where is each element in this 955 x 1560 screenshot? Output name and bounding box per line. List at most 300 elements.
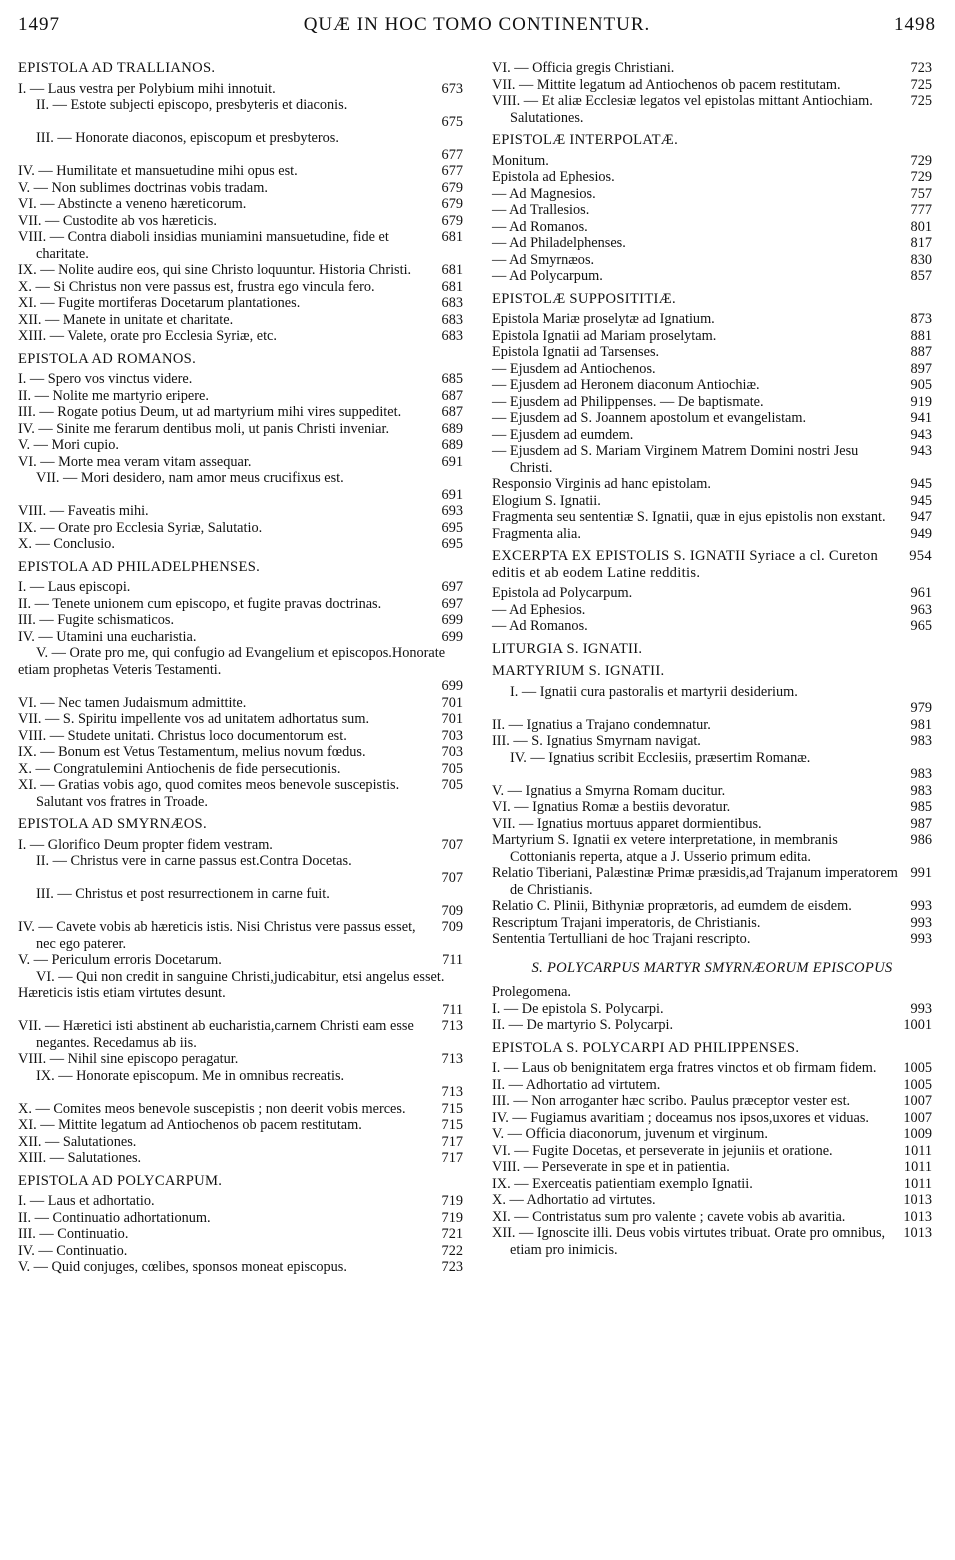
toc-entry [492, 219, 932, 236]
page-reference: 717 [441, 1133, 463, 1150]
page-reference: 881 [910, 327, 932, 344]
toc-entry [18, 1259, 463, 1276]
section-heading: S. POLYCARPUS MARTYR SMYRNÆORUM EPISCOPUS [531, 959, 893, 976]
toc-entry-title: IV. — Ignatius scribit Ecclesiis, præsertim Romanæ. [510, 749, 811, 766]
toc-entry [18, 919, 463, 952]
section-heading: LITURGIA S. IGNATII. [492, 640, 643, 657]
toc-entry-title: IX. — Orate pro Ecclesia Syriæ, Salutatio. [18, 519, 263, 536]
toc-entry [18, 1150, 463, 1167]
toc-entry-title: — Ejusdem ad Antiochenos. [492, 360, 656, 377]
toc-entry-title: X. — Si Christus non vere passus est, frustra ego vincula fero. [18, 278, 375, 295]
page-reference: 983 [910, 782, 932, 799]
page-reference: 857 [910, 268, 932, 284]
page-reference: 947 [910, 509, 932, 525]
toc-entry-title: III. — S. Ignatius Smyrnam navigat. [492, 733, 701, 749]
toc-entry [492, 816, 932, 833]
page-reference: 919 [910, 393, 932, 410]
section-heading-text: EXCERPTA EX EPISTOLIS S. IGNATII Syriace a cl. Cureton editis et ab eodem Latine redditis. [492, 548, 879, 581]
toc-entry [18, 969, 463, 1019]
toc-entry [18, 761, 463, 778]
page-reference: 1011 [903, 1175, 932, 1192]
page-reference: 699 [441, 628, 463, 645]
toc-entry-title: Fragmenta alia. [492, 525, 581, 542]
toc-entry-title: IV. — Utamini una eucharistia. [18, 628, 197, 645]
page-reference: 1007 [903, 1109, 932, 1126]
page-reference: 801 [910, 218, 932, 235]
toc-entry-title: — Ad Philadelphenses. [492, 235, 626, 251]
page-reference: 679 [441, 212, 463, 229]
page-reference: 729 [910, 152, 932, 169]
toc-entry [492, 783, 932, 800]
toc-entry-title: Epistola Ignatii ad Mariam proselytam. [492, 327, 717, 344]
toc-entry [18, 328, 463, 345]
page-reference: 683 [441, 295, 463, 311]
toc-entry-title: I. — Ignatii cura pastoralis et martyrii desiderium. [510, 683, 798, 700]
toc-entry-title: VII. — Mori desidero, nam amor meus crucifixus est. [36, 470, 344, 486]
toc-entry [492, 493, 932, 510]
toc-entry [18, 596, 463, 613]
toc-entry [492, 1176, 932, 1193]
toc-entry-title: VIII. — Perseverate in spe et in patientia. [492, 1159, 730, 1175]
toc-entry [18, 1210, 463, 1227]
page-reference: 721 [441, 1226, 463, 1242]
toc-entry [18, 312, 463, 329]
toc-entry-title: IV. — Cavete vobis ab hæreticis istis. Nisi Christus vere passus esset, nec ego paterer. [18, 919, 416, 952]
page-reference: 993 [910, 1000, 932, 1017]
toc-entry [492, 394, 932, 411]
page-reference: 993 [910, 914, 932, 931]
toc-entry-title: II. — Christus vere in carne passus est.Contra Docetas. [36, 853, 352, 869]
toc-entry [492, 717, 932, 734]
toc-entry-title: — Ad Trallesios. [492, 202, 590, 218]
page-reference: 993 [910, 931, 932, 947]
page-reference: 691 [441, 486, 463, 503]
toc-entry [18, 371, 463, 388]
toc-entry [492, 509, 932, 526]
toc-entry-title: V. — Non sublimes doctrinas vobis tradam. [18, 179, 268, 196]
toc-entry-title: XI. — Fugite mortiferas Docetarum plantationes. [18, 295, 301, 311]
toc-entry [18, 536, 463, 553]
toc-entry-title: VI. — Ignatius Romæ a bestiis devoratur. [492, 799, 731, 815]
page-reference: 905 [910, 377, 932, 393]
toc-entry-title: X. — Adhortatio ad virtutes. [492, 1192, 656, 1208]
toc-entry-title: I. — Glorifico Deum propter fidem vestram. [18, 836, 273, 853]
toc-entry-title: VII. — Mittite legatum ad Antiochenos ob pacem restitutam. [492, 76, 841, 93]
page-reference: 695 [441, 536, 463, 552]
toc-entry-title: Epistola Mariæ proselytæ ad Ignatium. [492, 311, 715, 327]
toc-entry-title: IX. — Nolite audire eos, qui sine Christo loquuntur. Historia Christi. [18, 262, 412, 278]
toc-entry-title: XII. — Manete in unitate et charitate. [18, 311, 234, 328]
page-reference: 719 [441, 1193, 463, 1209]
page-reference: 887 [910, 344, 932, 360]
toc-entry-title: I. — Laus episcopi. [18, 579, 131, 595]
page-reference: 703 [441, 744, 463, 760]
toc-entry [492, 377, 932, 394]
page-reference: 949 [910, 525, 932, 542]
page-reference: 693 [441, 503, 463, 519]
page-reference: 1013 [903, 1225, 932, 1241]
page-header [18, 14, 936, 44]
page-reference: 713 [441, 1084, 463, 1100]
toc-entry-title: I. — De epistola S. Polycarpi. [492, 1000, 664, 1017]
toc-entry-title: Martyrium S. Ignatii ex vetere interpretatione, in membranis Cottonianis reperta, atque a J. Usserio primum edita. [492, 832, 838, 865]
page-reference: 673 [441, 80, 463, 97]
page-reference: 677 [441, 163, 463, 179]
toc-entry-title: — Ad Magnesios. [492, 185, 596, 202]
toc-entry-title: III. — Rogate potius Deum, ut ad martyrium mihi vires suppeditet. [18, 404, 402, 420]
toc-entry [18, 711, 463, 728]
toc-entry-title: X. — Comites meos benevole suscepistis ; non deerit vobis merces. [18, 1100, 406, 1117]
page-reference: 1013 [903, 1192, 932, 1208]
toc-entry [492, 750, 932, 783]
toc-entry [18, 404, 463, 421]
toc-entry [492, 931, 932, 948]
page-reference: 685 [441, 371, 463, 387]
toc-entry-title: VII. — Custodite ab vos hæreticis. [18, 212, 217, 229]
page-reference: 701 [441, 694, 463, 711]
toc-entry-title: IX. — Honorate episcopum. Me in omnibus recreatis. [36, 1067, 345, 1084]
toc-entry [18, 1134, 463, 1151]
toc-entry-title: XIII. — Salutationes. [18, 1150, 142, 1166]
section-heading [492, 548, 932, 581]
page-reference: 979 [910, 700, 932, 716]
toc-entry [18, 886, 463, 919]
toc-entry-title: V. — Orate pro me, qui confugio ad Evangelium et episcopos.Honorate etiam prophetas Veteris Testamenti. [18, 645, 446, 678]
toc-entry [18, 1068, 463, 1101]
toc-entry-title: — Ad Romanos. [492, 618, 588, 634]
page-reference: 699 [441, 612, 463, 628]
toc-entry [492, 1017, 932, 1034]
page-reference: 689 [441, 437, 463, 453]
toc-entry [18, 196, 463, 213]
section-heading: EPISTOLA AD ROMANOS. [18, 350, 197, 367]
toc-entry [492, 235, 932, 252]
toc-entry [492, 865, 932, 898]
toc-entry-title: VI. — Morte mea veram vitam assequar. [18, 453, 252, 470]
page-reference: 719 [441, 1209, 463, 1226]
toc-entry [18, 180, 463, 197]
toc-entry-title: VI. — Officia gregis Christiani. [492, 60, 675, 76]
toc-entry-title: VIII. — Faveatis mihi. [18, 503, 149, 519]
toc-entry [18, 695, 463, 712]
toc-entry [492, 328, 932, 345]
toc-entry-title: Sententia Tertulliani de hoc Trajani rescripto. [492, 931, 751, 947]
page-reference: 722 [441, 1242, 463, 1259]
page-reference: 945 [910, 492, 932, 509]
toc-entry [492, 252, 932, 269]
toc-entry [18, 503, 463, 520]
page-reference: 725 [910, 93, 932, 109]
page-reference: 683 [441, 328, 463, 344]
toc-entry-title: II. — De martyrio S. Polycarpi. [492, 1017, 674, 1033]
toc-entry-title: Epistola Ignatii ad Tarsenses. [492, 344, 660, 360]
section-heading: EPISTOLA S. POLYCARPI AD PHILIPPENSES. [492, 1039, 800, 1056]
page-reference: 681 [441, 229, 463, 245]
page-reference: 1011 [903, 1159, 932, 1175]
toc-entry-title: X. — Conclusio. [18, 536, 115, 552]
left-column [18, 60, 463, 1276]
toc-entry-title: Relatio C. Plinii, Bithyniæ proprætoris, ad eumdem de eisdem. [492, 898, 852, 914]
toc-entry-title: VIII. — Nihil sine episcopo peragatur. [18, 1051, 239, 1067]
toc-entry-title: III. — Christus et post resurrectionem in carne fuit. [36, 886, 330, 902]
page-reference: 697 [441, 579, 463, 595]
page-reference: 679 [441, 196, 463, 212]
toc-entry-title: VIII. — Et aliæ Ecclesiæ legatos vel epistolas mittant Antiochiam. Salutationes. [492, 93, 873, 126]
page-reference: 713 [441, 1018, 463, 1034]
page-reference: 777 [910, 202, 932, 218]
toc-entry-title: V. — Periculum erroris Docetarum. [18, 952, 222, 968]
toc-entry-title: VI. — Abstincte a veneno hæreticorum. [18, 196, 247, 212]
page-reference: 983 [910, 733, 932, 749]
toc-entry-title: IV. — Fugiamus avaritiam ; doceamus nos ipsos,uxores et viduas. [492, 1109, 869, 1126]
page-reference: 709 [441, 919, 463, 935]
toc-entry-title: — Ejusdem ad S. Joannem apostolum et evangelistam. [492, 410, 807, 426]
page-reference: 715 [441, 1100, 463, 1117]
page-reference: 963 [910, 601, 932, 618]
page-reference: 715 [441, 1117, 463, 1133]
toc-entry [492, 684, 932, 717]
toc-entry-title: XI. — Gratias vobis ago, quod comites meos benevole suscepistis. Salutant vos fratres in Troade. [18, 777, 400, 810]
toc-entry [492, 1126, 932, 1143]
page-reference: 707 [441, 836, 463, 853]
page-reference: 991 [910, 865, 932, 881]
toc-entry-title: Monitum. [492, 152, 549, 169]
toc-entry [18, 213, 463, 230]
toc-entry [492, 361, 932, 378]
toc-entry [492, 443, 932, 476]
toc-entry-title: IV. — Continuatio. [18, 1242, 128, 1259]
toc-entry [492, 1192, 932, 1209]
toc-entry [18, 1018, 463, 1051]
section-heading: EPISTOLA AD PHILADELPHENSES. [18, 558, 261, 575]
toc-entry [492, 1225, 932, 1258]
toc-entry [492, 1060, 932, 1077]
toc-entry-title: III. — Non arroganter hæc scribo. Paulus præceptor vester est. [492, 1093, 851, 1109]
toc-entry-title: Epistola ad Ephesios. [492, 169, 615, 185]
page-reference: 679 [441, 179, 463, 196]
page-reference: 675 [441, 113, 463, 130]
toc-entry [18, 1117, 463, 1134]
toc-entry [18, 1051, 463, 1068]
toc-entry [492, 799, 932, 816]
page-number-right: 1498 [894, 14, 936, 35]
page-reference: 723 [910, 60, 932, 76]
page-reference: 681 [441, 262, 463, 278]
page-reference: 701 [441, 711, 463, 727]
toc-entry [18, 229, 463, 262]
toc-entry [492, 1209, 932, 1226]
toc-entry-title: I. — Laus et adhortatio. [18, 1193, 155, 1209]
page-reference: 705 [441, 777, 463, 793]
toc-entry-title: V. — Quid conjuges, cœlibes, sponsos moneat episcopus. [18, 1259, 347, 1275]
page-reference: 709 [441, 902, 463, 919]
page-reference: 945 [910, 476, 932, 492]
toc-entry [492, 1159, 932, 1176]
toc-entry [18, 645, 463, 695]
toc-entry [492, 1001, 932, 1018]
toc-entry [18, 262, 463, 279]
toc-entry-title: Relatio Tiberiani, Palæstinæ Primæ præsidis,ad Trajanum imperatorem de Christianis. [492, 865, 898, 898]
toc-entry-title: XI. — Contristatus sum pro valente ; cavete vobis ab avaritia. [492, 1208, 846, 1225]
toc-entry [492, 984, 932, 1001]
toc-entry-title: I. — Laus vestra per Polybium mihi innotuit. [18, 80, 276, 97]
toc-entry [18, 952, 463, 969]
page-reference: 943 [910, 443, 932, 459]
toc-entry-title: — Ad Polycarpum. [492, 268, 603, 284]
toc-entry-title: II. — Continuatio adhortationum. [18, 1209, 211, 1226]
toc-entry-title: III. — Honorate diaconos, episcopum et presbyteros. [36, 130, 339, 146]
section-heading: EPISTOLÆ SUPPOSITITIÆ. [492, 290, 676, 307]
page-reference: 681 [441, 278, 463, 295]
toc-entry [492, 733, 932, 750]
toc-entry-title: II. — Tenete unionem cum episcopo, et fugite pravas doctrinas. [18, 595, 382, 612]
toc-entry [492, 526, 932, 543]
toc-entry [492, 602, 932, 619]
page-reference: 1007 [903, 1093, 932, 1109]
toc-entry-title: — Ejusdem ad Heronem diaconum Antiochiæ. [492, 377, 760, 393]
page-reference: 723 [441, 1259, 463, 1275]
page-reference: 830 [910, 251, 932, 268]
toc-entry-title: Responsio Virginis ad hanc epistolam. [492, 476, 712, 492]
page-reference: 961 [910, 585, 932, 601]
page-reference: 981 [910, 716, 932, 733]
toc-entry [18, 163, 463, 180]
toc-entry [18, 97, 463, 130]
toc-entry-title: I. — Spero vos vinctus videre. [18, 371, 193, 387]
toc-entry [18, 388, 463, 405]
toc-entry [18, 295, 463, 312]
page-reference: 987 [910, 815, 932, 832]
page-reference: 1011 [903, 1142, 932, 1159]
page-reference: 993 [910, 898, 932, 914]
toc-entry [18, 279, 463, 296]
toc-entry [492, 427, 932, 444]
toc-entry [18, 1101, 463, 1118]
section-heading: MARTYRIUM S. IGNATII. [492, 663, 665, 679]
page-reference: 757 [910, 185, 932, 202]
toc-entry-title: V. — Ignatius a Smyrna Romam ducitur. [492, 782, 726, 799]
page-reference: 965 [910, 618, 932, 634]
page-reference: 697 [441, 595, 463, 612]
toc-entry-title: XIII. — Valete, orate pro Ecclesia Syriæ, etc. [18, 328, 277, 344]
page-reference: 691 [441, 453, 463, 470]
page-reference: 687 [441, 404, 463, 420]
toc-entry-title: VIII. — Studete unitati. Christus loco documentorum est. [18, 727, 347, 744]
page-reference: 703 [441, 727, 463, 744]
toc-entry [492, 153, 932, 170]
toc-entry [18, 629, 463, 646]
toc-entry-title: Epistola ad Polycarpum. [492, 585, 633, 601]
page-number-left: 1497 [18, 14, 60, 35]
right-column [492, 60, 932, 1258]
toc-entry-title: XII. — Salutationes. [18, 1133, 137, 1150]
toc-entry-title: VII. — Ignatius mortuus apparet dormientibus. [492, 815, 762, 832]
toc-entry [492, 1143, 932, 1160]
section-heading: EPISTOLA AD SMYRNÆOS. [18, 816, 207, 832]
toc-entry [492, 1093, 932, 1110]
toc-entry [492, 476, 932, 493]
page-reference: 985 [910, 799, 932, 815]
toc-entry [492, 268, 932, 285]
toc-entry-title: — Ejusdem ad eumdem. [492, 426, 634, 443]
toc-entry [18, 744, 463, 761]
toc-entry-title: Prolegomena. [492, 984, 572, 1000]
toc-entry-title: Rescriptum Trajani imperatoris, de Christianis. [492, 914, 761, 931]
toc-entry-title: I. — Laus ob benignitatem erga fratres vinctos et ob firmam fidem. [492, 1060, 877, 1076]
toc-entry [492, 410, 932, 427]
toc-entry [18, 1193, 463, 1210]
toc-entry [492, 311, 932, 328]
toc-entry-title: VII. — Hæretici isti abstinent ab eucharistia,carnem Christi eam esse negantes. Recedamus ab iis. [18, 1018, 414, 1051]
page-reference: 1005 [903, 1060, 932, 1076]
toc-entry [18, 777, 463, 810]
toc-entry-title: IV. — Sinite me ferarum dentibus moli, ut panis Christi inveniar. [18, 420, 390, 437]
toc-entry [18, 454, 463, 471]
toc-entry [492, 202, 932, 219]
page-reference: 695 [441, 519, 463, 536]
toc-entry [18, 81, 463, 98]
toc-entry [492, 1110, 932, 1127]
toc-entry-title: — Ejusdem ad S. Mariam Virginem Matrem Domini nostri Jesu Christi. [492, 443, 859, 476]
toc-entry [492, 618, 932, 635]
page-reference: 1013 [903, 1208, 932, 1225]
section-heading: EPISTOLÆ INTERPOLATÆ. [492, 132, 679, 148]
toc-entry-title: IX. — Bonum est Vetus Testamentum, melius novum fœdus. [18, 744, 366, 760]
toc-entry-title: — Ejusdem ad Philippenses. — De baptismate. [492, 393, 764, 410]
page-reference: 943 [910, 426, 932, 443]
toc-entry [18, 421, 463, 438]
toc-entry [18, 612, 463, 629]
toc-entry [492, 60, 932, 77]
page-reference: 986 [910, 832, 932, 848]
toc-entry [492, 1077, 932, 1094]
toc-entry [18, 470, 463, 503]
page-reference: 817 [910, 235, 932, 251]
running-title: QUÆ IN HOC TOMO CONTINENTUR. [303, 14, 651, 35]
toc-entry-title: II. — Nolite me martyrio eripere. [18, 387, 209, 404]
toc-entry [492, 77, 932, 94]
toc-entry-title: VI. — Nec tamen Judaismum admittite. [18, 694, 247, 711]
page-reference: 897 [910, 360, 932, 377]
toc-entry [18, 130, 463, 163]
toc-entry [492, 585, 932, 602]
toc-entry-title: Fragmenta seu sententiæ S. Ignatii, quæ in ejus epistolis non exstant. [492, 509, 886, 525]
page-reference: 873 [910, 311, 932, 327]
page-reference: 729 [910, 169, 932, 185]
page-reference: 941 [910, 410, 932, 426]
toc-entry-title: — Ad Romanos. [492, 218, 588, 235]
toc-entry-title: II. — Estote subjecti episcopo, presbyteris et diaconis. [36, 97, 348, 113]
page-reference: 1005 [903, 1076, 932, 1093]
toc-entry-title: VI. — Fugite Docetas, et perseverate in jejuniis et oratione. [492, 1142, 833, 1159]
toc-entry-title: V. — Mori cupio. [18, 437, 120, 453]
page-reference: 954 [909, 548, 932, 564]
toc-entry-title: II. — Adhortatio ad virtutem. [492, 1076, 661, 1093]
page-reference: 677 [441, 146, 463, 163]
toc-entry-title: III. — Continuatio. [18, 1226, 129, 1242]
toc-entry [18, 520, 463, 537]
toc-entry [18, 1226, 463, 1243]
toc-entry-title: XII. — Ignoscite illi. Deus vobis virtutes tribuat. Orate pro omnibus, etiam pro inimicis. [492, 1225, 886, 1258]
toc-entry-title: IX. — Exerceatis patientiam exemplo Ignatii. [492, 1175, 753, 1192]
page-reference: 699 [441, 678, 463, 694]
toc-entry-title: VIII. — Contra diaboli insidias muniamini mansuetudine, fide et charitate. [18, 229, 389, 262]
page-reference: 1001 [903, 1017, 932, 1033]
toc-entry [18, 853, 463, 886]
page-reference: 705 [441, 760, 463, 777]
toc-entry-title: IV. — Humilitate et mansuetudine mihi opus est. [18, 163, 298, 179]
toc-entry-title: X. — Congratulemini Antiochenis de fide persecutionis. [18, 760, 341, 777]
